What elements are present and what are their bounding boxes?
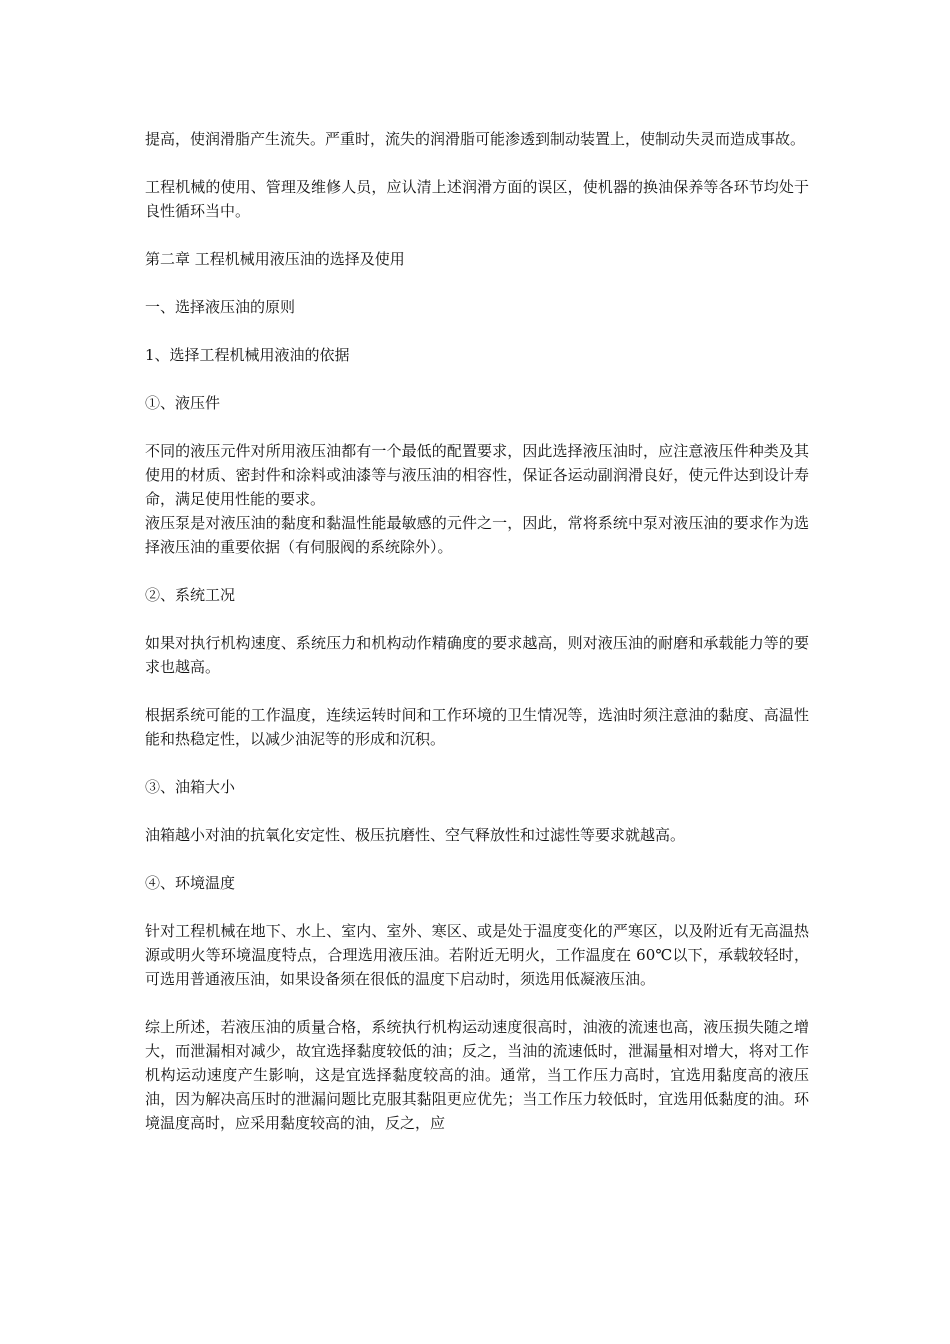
paragraph-maintenance-staff: 工程机械的使用、管理及维修人员，应认清上述润滑方面的误区，使机器的换油保养等各环节均处于良性循环当中。 [145, 178, 809, 220]
paragraph-tank-size: 油箱越小对油的抗氧化安定性、极压抗磨性、空气释放性和过滤性等要求就越高。 [145, 826, 686, 844]
document-page [145, 127, 809, 1135]
item-heading-ambient-temperature: ④、环境温度 [145, 874, 236, 892]
paragraph-hydraulic-pump: 液压泵是对液压油的黏度和黏温性能最敏感的元件之一，因此，常将系统中泵对液压油的要求作为选择液压油的重要依据（有伺服阀的系统除外）。 [145, 514, 809, 556]
item-heading-hydraulic-parts: ①、液压件 [145, 394, 221, 412]
paragraph-lubrication-loss: 提高，使润滑脂产生流失。严重时，流失的润滑脂可能渗透到制动装置上，使制动失灵而造成事故。 [145, 130, 806, 148]
subsection-heading: 1、选择工程机械用液油的依据 [145, 346, 350, 364]
paragraph-working-temperature: 根据系统可能的工作温度，连续运转时间和工作环境的卫生情况等，选油时须注意油的黏度、高温性能和热稳定性，以减少油泥等的形成和沉积。 [145, 706, 809, 748]
item-heading-system-conditions: ②、系统工况 [145, 586, 236, 604]
paragraph-hydraulic-components: 不同的液压元件对所用液压油都有一个最低的配置要求，因此选择液压油时，应注意液压件种类及其使用的材质、密封件和涂料或油漆等与液压油的相容性，保证各运动副润滑良好，使元件达到设计寿命，满足使用性能的要求。 [145, 442, 809, 508]
item-heading-tank-size: ③、油箱大小 [145, 778, 236, 796]
section-heading: 一、选择液压油的原则 [145, 298, 296, 316]
chapter-heading: 第二章 工程机械用液压油的选择及使用 [145, 250, 405, 268]
paragraph-summary: 综上所述，若液压油的质量合格，系统执行机构运动速度很高时，油液的流速也高，液压损失随之增大，而泄漏相对减少，故宜选择黏度较低的油；反之，当油的流速低时，泄漏量相对增大，将对工作机构运动速度产生影响，这是宜选择黏度较高的油。通常，当工作压力高时，宜选用黏度高的液压油，因为解决高压时的泄漏问题比克服其黏阻更应优先；当工作压力较低时，宜选用低黏度的油。环境温度高时，应采用黏度较高的油，反之，应 [145, 1018, 809, 1132]
paragraph-ambient-temperature: 针对工程机械在地下、水上、室内、室外、寒区、或是处于温度变化的严寒区，以及附近有无高温热源或明火等环境温度特点，合理选用液压油。若附近无明火，工作温度在 60℃以下，承载较轻时，可选用普通液压油，如果设备须在很低的温度下启动时，须选用低凝液压油。 [145, 922, 809, 988]
paragraph-actuator-requirements: 如果对执行机构速度、系统压力和机构动作精确度的要求越高，则对液压油的耐磨和承载能力等的要求也越高。 [145, 634, 809, 676]
